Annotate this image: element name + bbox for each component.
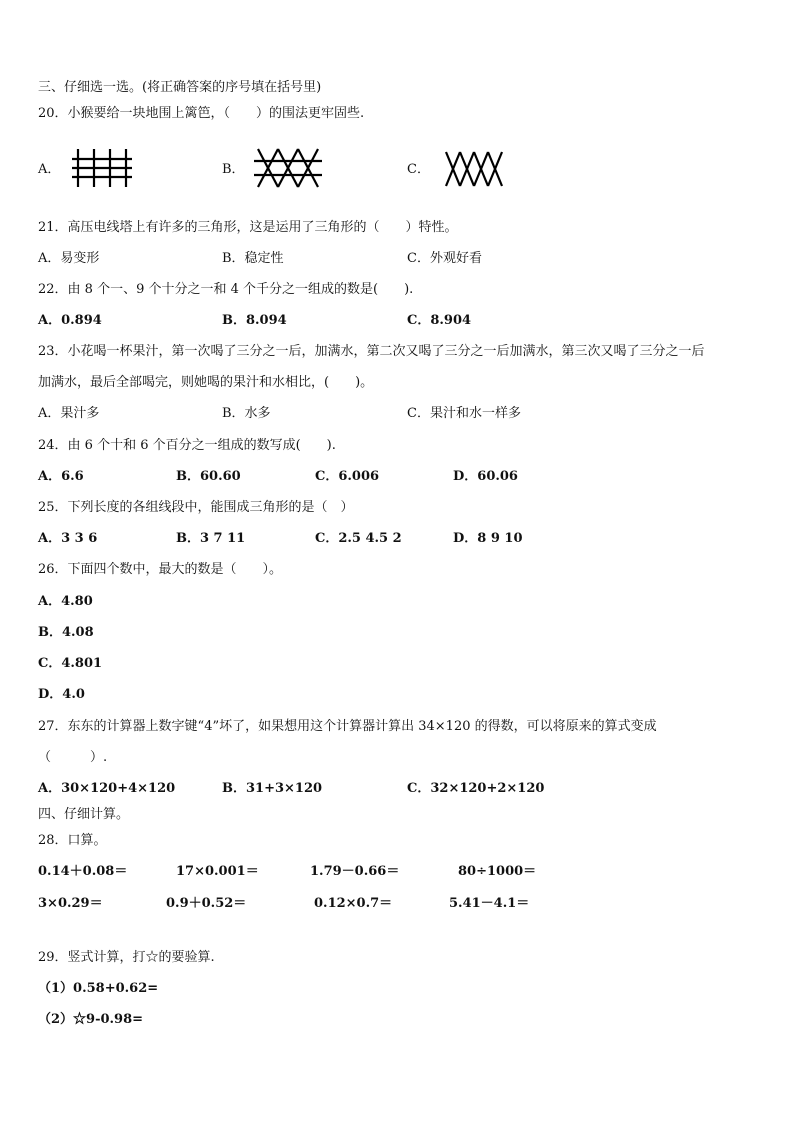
q22-stem: 22．由 8 个一、9 个十分之一和 4 个千分之一组成的数是( ). <box>38 282 414 297</box>
q25-option-d: D．8 9 10 <box>453 531 523 546</box>
q27-option-a: A．30×120+4×120 <box>38 781 176 796</box>
q27-stem-line1: 27．东东的计算器上数字键“4”坏了，如果想用这个计算器计算出 34×120 的得数，可以将原来的算式变成 <box>38 719 657 734</box>
q26-option-c: C．4.801 <box>38 656 103 671</box>
q20-stem: 20．小猴要给一块地围上篱笆，（ ）的围法更牢固些. <box>38 106 365 121</box>
q26-option-d: D．4.0 <box>38 687 85 702</box>
q25-option-c: C．2.5 4.5 2 <box>315 531 402 546</box>
q23-stem-line1: 23．小花喝一杯果汁，第一次喝了三分之一后，加满水，第二次又喝了三分之一后加满水，第三次又喝了三分之一后 <box>38 344 705 359</box>
section4-heading: 四、仔细计算。 <box>38 807 130 822</box>
q25-option-a: A．3 3 6 <box>38 531 98 546</box>
q22-option-a: A．0.894 <box>38 313 102 328</box>
q22-option-c: C．8.904 <box>407 313 472 328</box>
fence-triangle-figure <box>444 150 506 188</box>
q29-stem: 29．竖式计算，打☆的要验算. <box>38 950 215 965</box>
q22-option-b: B．8.094 <box>222 313 287 328</box>
q26-option-b: B．4.08 <box>38 625 94 640</box>
q28-expr: 80÷1000＝ <box>458 864 537 879</box>
q24-option-a: A．6.6 <box>38 469 84 484</box>
q21-option-c: C．外观好看 <box>407 251 482 266</box>
q23-stem-line2: 加满水，最后全部喝完，则她喝的果汁和水相比，( )。 <box>38 375 374 390</box>
q27-option-c: C．32×120+2×120 <box>407 781 545 796</box>
q21-option-b: B．稳定性 <box>222 251 284 266</box>
q28-expr: 0.9＋0.52＝ <box>166 896 247 911</box>
fence-cross-figure <box>254 148 324 188</box>
q28-expr: 5.41－4.1＝ <box>449 896 530 911</box>
q28-stem: 28．口算。 <box>38 833 107 848</box>
q23-option-b: B．水多 <box>222 406 271 421</box>
q27-stem-line2: （ ）. <box>38 750 108 765</box>
q29-item-1: （1）0.58+0.62= <box>38 981 159 996</box>
q27-option-b: B．31+3×120 <box>222 781 323 796</box>
q26-stem: 26．下面四个数中，最大的数是（ ）。 <box>38 562 283 577</box>
q23-option-a: A．果汁多 <box>38 406 100 421</box>
q24-stem: 24．由 6 个十和 6 个百分之一组成的数写成( ). <box>38 438 336 453</box>
q28-expr: 3×0.29＝ <box>38 896 103 911</box>
q20-option-a: A． <box>38 162 61 177</box>
q28-expr: 1.79－0.66＝ <box>310 864 400 879</box>
q24-option-d: D．60.06 <box>453 469 518 484</box>
fence-grid-figure <box>72 148 134 188</box>
q28-expr: 0.12×0.7＝ <box>314 896 393 911</box>
section3-heading: 三、仔细选一选。(将正确答案的序号填在括号里) <box>38 80 322 95</box>
q24-option-b: B．60.60 <box>176 469 241 484</box>
q21-stem: 21．高压电线塔上有许多的三角形，这是运用了三角形的（ ）特性。 <box>38 220 458 235</box>
q28-expr: 0.14＋0.08＝ <box>38 864 128 879</box>
q23-option-c: C．果汁和水一样多 <box>407 406 521 421</box>
q26-option-a: A．4.80 <box>38 594 93 609</box>
q25-option-b: B．3 7 11 <box>176 531 246 546</box>
q29-item-2: （2）☆9-0.98= <box>38 1012 144 1027</box>
q24-option-c: C．6.006 <box>315 469 380 484</box>
q20-option-b: B． <box>222 162 245 177</box>
q28-expr: 17×0.001＝ <box>176 864 259 879</box>
q20-option-c: C． <box>407 162 430 177</box>
q21-option-a: A．易变形 <box>38 251 100 266</box>
q25-stem: 25．下列长度的各组线段中，能围成三角形的是（ ） <box>38 500 354 515</box>
